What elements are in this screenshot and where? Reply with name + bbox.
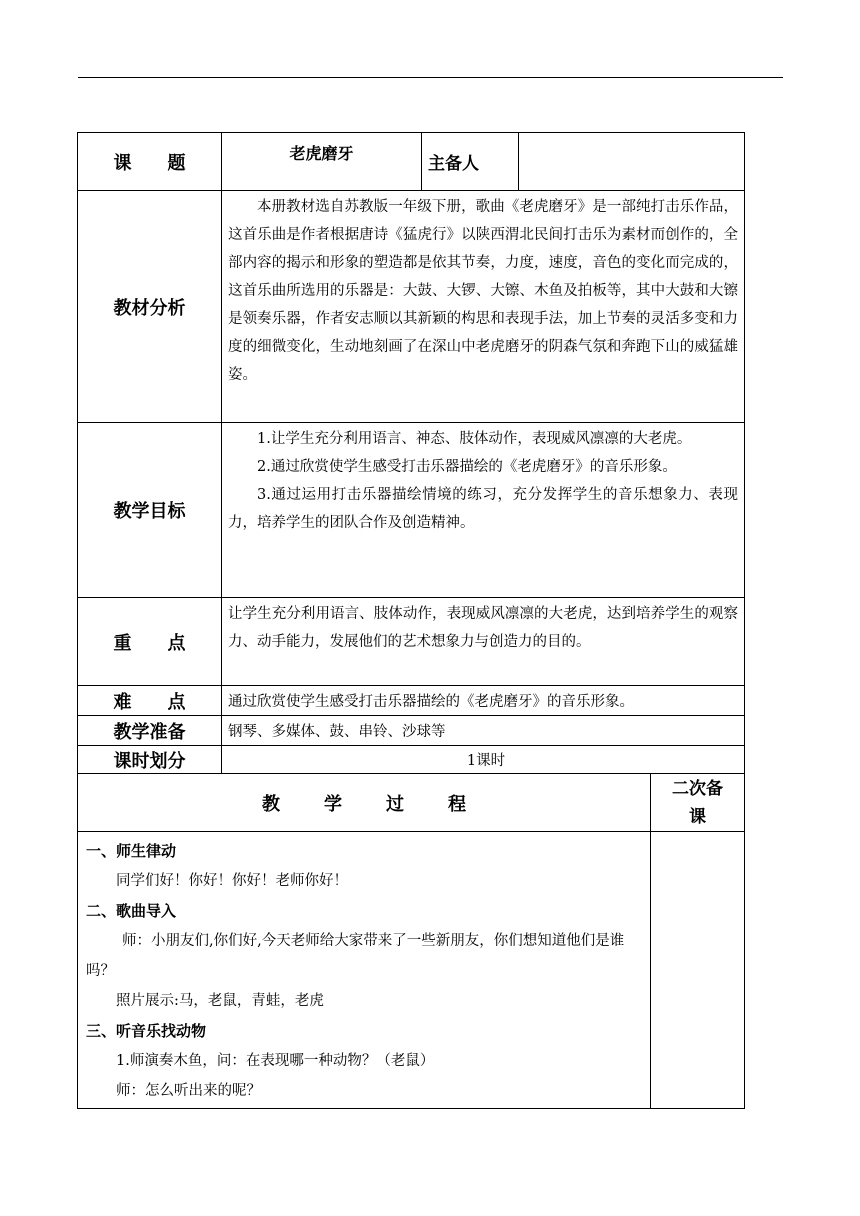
header-rule <box>78 77 783 78</box>
difficulty-label: 难 点 <box>78 686 222 716</box>
process-header-row <box>78 774 745 832</box>
analysis-row <box>78 191 745 423</box>
key-point-row <box>78 598 745 686</box>
preparation-row <box>78 716 745 746</box>
owner-value <box>519 133 745 191</box>
second-prep-notes <box>651 832 745 1109</box>
lesson-plan-table <box>77 132 745 1109</box>
key-point-label: 重 点 <box>78 598 222 686</box>
preparation-label: 教学准备 <box>78 716 222 746</box>
key-point-text: 让学生充分利用语言、肢体动作，表现威风凛凛的大老虎，达到培养学生的观察力、动手能力，发展他们的艺术想象力与创造力的目的。 <box>222 598 745 686</box>
process-heading <box>78 774 651 832</box>
process-body <box>78 832 651 1109</box>
goals-row <box>78 423 745 598</box>
analysis-label: 教材分析 <box>78 191 222 423</box>
section-line: 师：小朋友们,你们好,今天老师给大家带来了一些新朋友，你们想知道他们是谁吗？ <box>86 933 625 979</box>
section-title: 一、师生律动 <box>86 842 177 860</box>
process-heading-char: 程 <box>448 793 466 815</box>
goal-item: 2.通过欣赏使学生感受打击乐器描绘的《老虎磨牙》的音乐形象。 <box>257 459 677 475</box>
section-line: 1.师演奏木鱼，问：在表现哪一种动物？（老鼠） <box>116 1053 435 1069</box>
topic-value: 老虎磨牙 <box>222 133 422 191</box>
second-prep-heading-line: 课 <box>689 806 706 827</box>
second-prep-heading-line: 二次备 <box>672 778 723 799</box>
section-line: 同学们好！你好！你好！老师你好！ <box>116 873 348 889</box>
process-heading-char: 教 <box>262 793 280 815</box>
analysis-text: 本册教材选自苏教版一年级下册，歌曲《老虎磨牙》是一部纯打击乐作品，这首乐曲是作者根据唐诗《猛虎行》以陕西渭北民间打击乐为素材而创作的，全部内容的揭示和形象的塑造都是依其节奏，力度，速度，音色的变化而完成的，这首乐曲所选用的乐器是：大鼓、大锣、大镲、木鱼及拍板等，其中大鼓和大镲是领奏乐器，作者安志顺以其新颖的构思和表现手法，加上节奏的灵活多变和力度的细微变化，生动地刻画了在深山中老虎磨牙的阴森气氛和奔跑下山的威猛雄姿。 <box>228 199 738 383</box>
schedule-text: 1课时 <box>222 746 745 774</box>
owner-label: 主备人 <box>422 133 519 191</box>
goal-item: 1.让学生充分利用语言、神态、肢体动作，表现威风凛凛的大老虎。 <box>257 431 692 447</box>
section-title: 二、歌曲导入 <box>86 902 177 920</box>
section-line: 师：怎么听出来的呢？ <box>116 1083 261 1099</box>
process-body-row <box>78 832 745 1109</box>
topic-row <box>78 133 745 191</box>
preparation-text: 钢琴、多媒体、鼓、串铃、沙球等 <box>222 716 745 746</box>
section-line: 照片展示:马，老鼠，青蛙，老虎 <box>116 993 324 1009</box>
topic-label: 课 题 <box>78 133 222 191</box>
difficulty-text: 通过欣赏使学生感受打击乐器描绘的《老虎磨牙》的音乐形象。 <box>222 686 745 716</box>
process-heading-char: 过 <box>386 793 404 815</box>
goal-item: 3.通过运用打击乐器描绘情境的练习，充分发挥学生的音乐想象力、表现力，培养学生的团队合作及创造精神。 <box>228 487 738 531</box>
goals-label: 教学目标 <box>78 423 222 598</box>
second-prep-heading <box>651 774 745 832</box>
schedule-label: 课时划分 <box>78 746 222 774</box>
difficulty-row <box>78 686 745 716</box>
goals-cell <box>222 423 745 598</box>
section-title: 三、听音乐找动物 <box>86 1022 207 1040</box>
process-heading-char: 学 <box>324 793 342 815</box>
schedule-row <box>78 746 745 774</box>
analysis-cell <box>222 191 745 423</box>
